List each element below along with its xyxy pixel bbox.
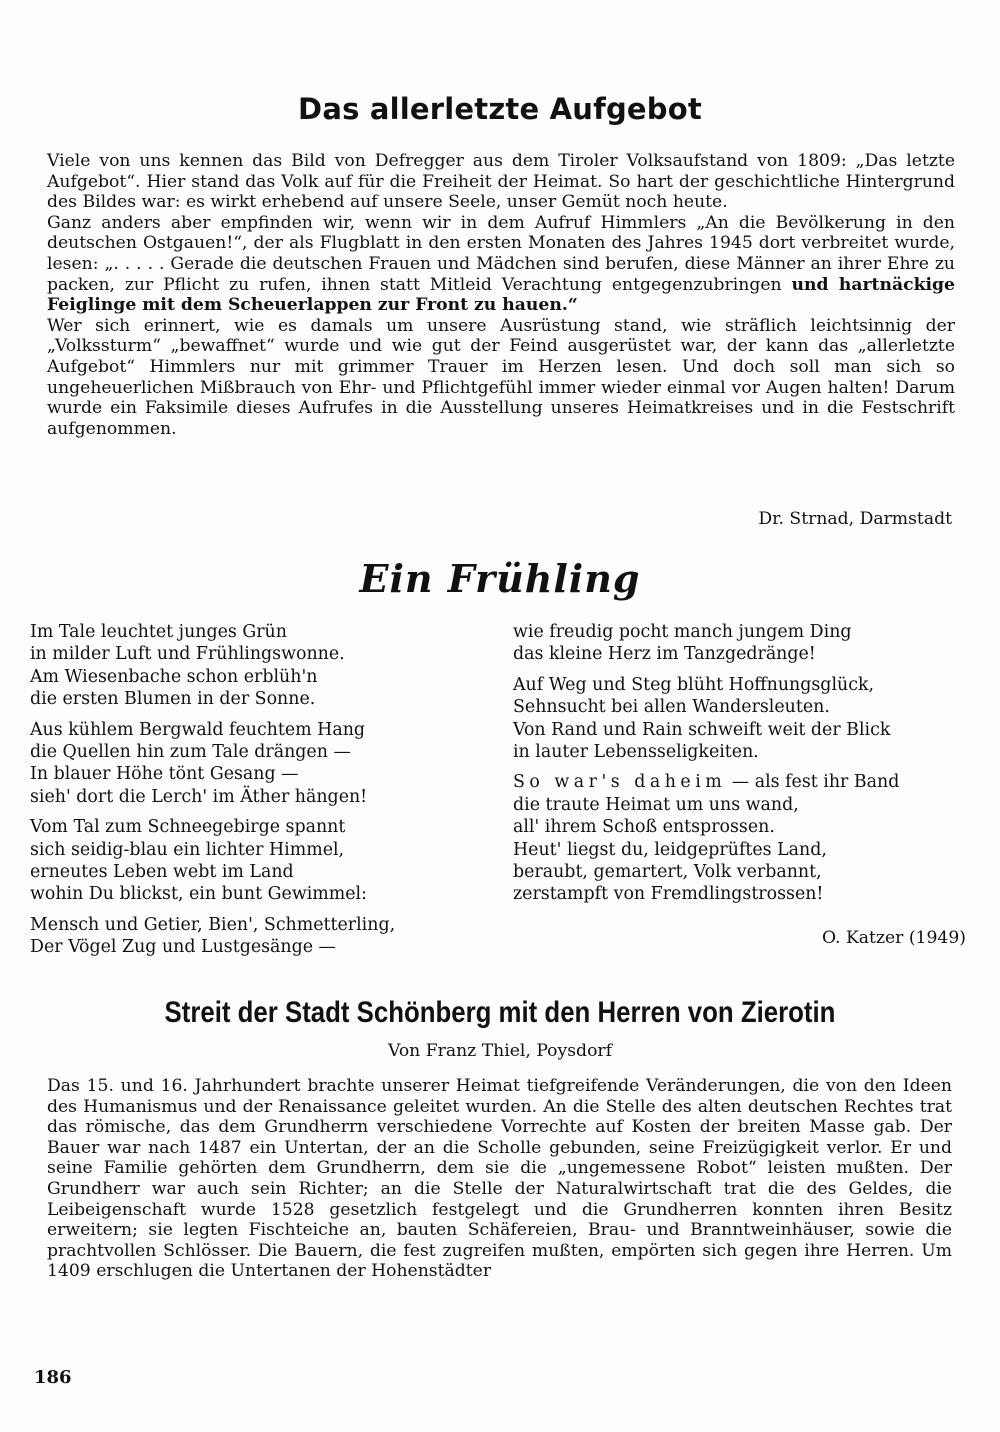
poem-stanza xyxy=(30,719,485,809)
poem-line: die Quellen hin zum Tale drängen — xyxy=(30,742,351,763)
poem-line: all' ihrem Schoß entsprossen. xyxy=(513,817,775,838)
article2-title: Streit der Stadt Schönberg mit den Herren von Zierotin xyxy=(164,996,836,1029)
poem-right-column xyxy=(513,621,973,914)
article-paragraph-1: Viele von uns kennen das Bild von Defregger aus dem Tiroler Volksaufstand von 1809: „Das letzte Aufgebot“. Hier stand das Volk auf für die Freiheit der Heimat. So hart der geschichtliche Hintergrund des Bildes war: es wirkt erhebend auf unsere Seele, unser Gemüt noch heute. xyxy=(47,151,955,213)
emphasized-quote: und hartnäckige Feiglinge mit dem Scheuerlappen zur Front zu hauen.“ xyxy=(47,274,955,316)
poem-line: wohin Du blickst, ein bunt Gewimmel: xyxy=(30,884,367,905)
poem-line: zerstampft von Fremdlingstrossen! xyxy=(513,884,824,905)
poem-line: In blauer Höhe tönt Gesang — xyxy=(30,764,299,785)
poem-line: erneutes Leben webt im Land xyxy=(30,862,294,883)
poem-stanza xyxy=(30,914,485,959)
poem-author: O. Katzer (1949) xyxy=(821,928,966,948)
poem-line: Heut' liegst du, leidgeprüftes Land, xyxy=(513,839,827,860)
poem-left-column xyxy=(30,621,485,967)
poem-stanza xyxy=(30,816,485,906)
poem-stanza xyxy=(513,771,973,905)
spaced-emphasis: So war's daheim xyxy=(513,772,727,793)
poem-line: Sehnsucht bei allen Wandersleuten. xyxy=(513,697,830,718)
poem-line: Im Tale leuchtet junges Grün xyxy=(30,622,287,642)
article-paragraph-3: Wer sich erinnert, wie es damals um unsere Ausrüstung stand, wie sträflich leichtsinnig der „Volkssturm“ „bewaffnet“ wurde und wie gut der Feind ausgerüstet war, der kann das „allerletzte Aufgebot“ Himmlers nur mit grimmer Trauer im Herzen lesen. Und doch soll man sich so ungeheuerlichen Mißbrauch von Ehr- und Pflichtgefühl immer wieder einmal vor Augen halten! Darum wurde ein Faksimile dieses Aufrufes in die Ausstellung unseres Heimatkreises und in die Festschrift aufgenommen. xyxy=(47,315,955,439)
article-signature: Dr. Strnad, Darmstadt xyxy=(758,509,952,529)
poem-line: So war's daheim — als fest ihr Band xyxy=(513,772,900,793)
poem-stanza xyxy=(513,674,973,764)
article-paragraph-2: Ganz anders aber empfinden wir, wenn wir in dem Aufruf Himmlers „An die Bevölkerung in den deutschen Ostgauen!“, der als Flugblatt in den ersten Monaten des Jahres 1945 dort verbreitet wurde, lesen: „. . . . . Gerade die deutschen Frauen und Mädchen sind berufen, diese Männer an ihrer Ehre zu packen, zur Pflicht zu rufen, ihnen statt Mitleid Verachtung entgegenzubringen und hartnäckige Feiglinge mit dem Scheuerlappen zur Front zu hauen.“ xyxy=(47,212,955,316)
poem-stanza xyxy=(513,621,973,666)
poem-line: die traute Heimat um uns wand, xyxy=(513,794,799,815)
article-body xyxy=(47,151,955,439)
poem-line: in milder Luft und Frühlingswonne. xyxy=(30,644,345,665)
poem-line: Am Wiesenbache schon erblüh'n xyxy=(30,666,318,687)
poem-line: Auf Weg und Steg blüht Hoffnungsglück, xyxy=(513,674,875,695)
poem-line: in lauter Lebensseligkeiten. xyxy=(513,742,759,763)
article2-paragraph: Das 15. und 16. Jahrhundert brachte unserer Heimat tiefgreifende Veränderungen, die von den Ideen des Humanismus und der Renaissance geleitet wurden. An die Stelle des alten deutschen Rechtes trat das römische, das dem Grundherrn verschiedene Vorrechte auf Kosten der breiten Masse gab. Der Bauer war nach 1487 ein Untertan, der an die Scholle gebunden, seine Freizügigkeit verlor. Er und seine Familie gehörten dem Grundherrn, dem sie die „ungemessene Robot“ leisten mußten. Der Grundherr war auch sein Richter; an die Stelle der Naturalwirtschaft trat die des Geldes, die Leibeigenschaft wurde 1528 gesetzlich festgelegt und die Grundherren konnten ihren Besitz erweitern; sie legten Fischteiche an, bauten Schäfereien, Brau- und Branntweinhäuser, sowie die prachtvollen Schlösser. Die Bauern, die fest zugreifen mußten, empörten sich gegen ihre Herren. Um 1409 erschlugen die Untertanen der Hohenstädter xyxy=(47,1076,952,1282)
poem-line: sieh' dort die Lerch' im Äther hängen! xyxy=(30,786,368,807)
poem-line: wie freudig pocht manch jungem Ding xyxy=(513,622,852,642)
poem-line: sich seidig-blau ein lichter Himmel, xyxy=(30,839,345,860)
article2-byline: Von Franz Thiel, Poysdorf xyxy=(388,1041,612,1061)
poem-title: Ein Frühling xyxy=(359,556,641,601)
page-number: 186 xyxy=(34,1367,72,1388)
poem-line: Vom Tal zum Schneegebirge spannt xyxy=(30,817,346,838)
poem-stanza xyxy=(30,621,485,711)
article2-body xyxy=(47,1076,952,1282)
poem-line: Aus kühlem Bergwald feuchtem Hang xyxy=(30,719,366,740)
poem-line: Mensch und Getier, Bien', Schmetterling, xyxy=(30,914,396,935)
poem-line: die ersten Blumen in der Sonne. xyxy=(30,689,316,710)
poem-line: Von Rand und Rain schweift weit der Blick xyxy=(513,719,891,740)
poem-line: beraubt, gemartert, Volk verbannt, xyxy=(513,862,822,883)
poem-line: Der Vögel Zug und Lustgesänge — xyxy=(30,937,336,958)
article-title: Das allerletzte Aufgebot xyxy=(298,92,702,126)
poem-line: das kleine Herz im Tanzgedränge! xyxy=(513,644,816,665)
